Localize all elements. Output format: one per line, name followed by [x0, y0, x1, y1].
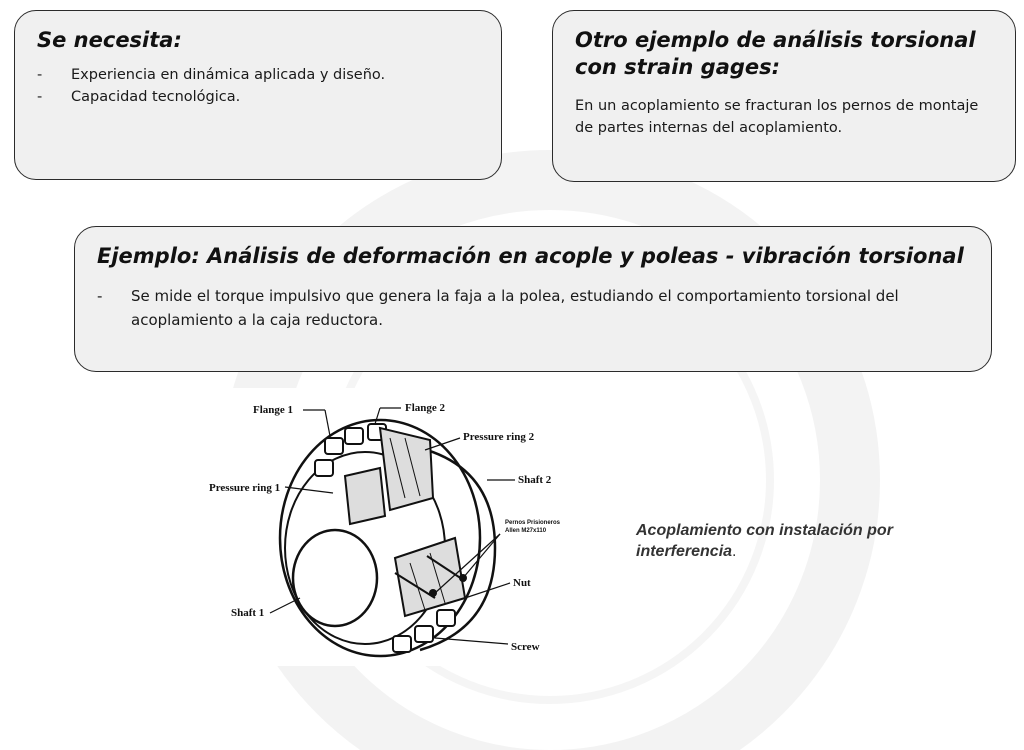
label-screw: Screw [511, 641, 540, 653]
label-flange-1: Flange 1 [253, 404, 294, 416]
example-title: Ejemplo: Análisis de deformación en acople y poleas - vibración torsional [97, 244, 964, 268]
caption-suffix: . [732, 543, 737, 560]
example-box [74, 226, 992, 372]
caption-italic-text: Acoplamiento con instalación por interferencia [636, 522, 893, 560]
label-pernos-line2: Allen M27x110 [505, 528, 547, 534]
list-item: - Capacidad tecnológica. [37, 86, 479, 108]
requirements-box [14, 10, 502, 180]
other-example-box [552, 10, 1016, 182]
list-item: - Experiencia en dinámica aplicada y diseño. [37, 64, 479, 86]
example-list [97, 284, 969, 332]
label-shaft-2: Shaft 2 [518, 474, 552, 486]
label-pressure-ring-2: Pressure ring 2 [463, 431, 535, 443]
figure-caption [636, 520, 976, 562]
requirements-title: Se necesita: [37, 28, 182, 52]
list-item: - Se mide el torque impulsivo que genera la faja a la polea, estudiando el comportamiento torsional del acoplamiento a la caja reductora. [97, 284, 969, 332]
label-nut: Nut [513, 577, 531, 589]
requirements-list [37, 64, 479, 108]
other-example-title [575, 27, 993, 81]
other-example-title-line1: Otro ejemplo de análisis torsional [575, 28, 976, 52]
label-shaft-1: Shaft 1 [231, 607, 265, 619]
coupling-diagram [165, 388, 615, 666]
label-pernos-line1: Pernos Prisioneros [505, 520, 561, 526]
other-example-title-line2: con strain gages: [575, 55, 781, 79]
label-pressure-ring-1: Pressure ring 1 [209, 482, 281, 494]
other-example-text: En un acoplamiento se fracturan los pernos de montaje de partes internas del acoplamiento. [575, 98, 979, 136]
label-flange-2: Flange 2 [405, 402, 446, 414]
